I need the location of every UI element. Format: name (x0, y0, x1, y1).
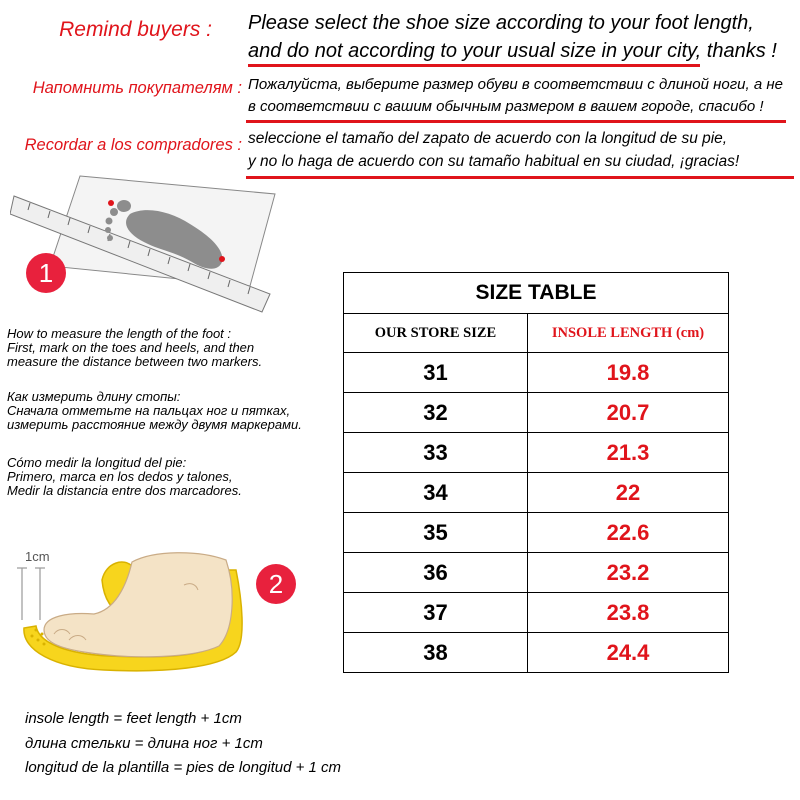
length-cell: 21.3 (528, 433, 729, 473)
size-cell: 32 (344, 393, 528, 433)
foot-on-ruler-illustration (10, 166, 280, 316)
size-cell: 37 (344, 593, 528, 633)
table-row (344, 633, 729, 673)
underline-ru (246, 120, 786, 123)
heel-marker-icon (219, 256, 225, 262)
remind-text-en-line2: and do not according to your usual size in your city, thanks ! (248, 40, 777, 62)
size-cell: 35 (344, 513, 528, 553)
length-cell: 24.4 (528, 633, 729, 673)
measure-instructions-en (7, 327, 262, 369)
header-store-size: OUR STORE SIZE (344, 314, 528, 353)
measure-title-es: Cómo medir la longitud del pie: (7, 455, 187, 470)
size-table-title: SIZE TABLE (344, 273, 729, 314)
table-row (344, 473, 729, 513)
size-cell: 38 (344, 633, 528, 673)
toe-marker-icon (108, 200, 114, 206)
size-cell: 34 (344, 473, 528, 513)
measure-instructions-es (7, 456, 242, 498)
table-row (344, 553, 729, 593)
underline-es (246, 176, 794, 179)
foot-icon (44, 553, 232, 657)
length-cell: 20.7 (528, 393, 729, 433)
formula-ru: длина стельки = длина ног + 1cm (25, 735, 263, 752)
length-cell: 19.8 (528, 353, 729, 393)
table-row (344, 513, 729, 553)
header-insole-length: INSOLE LENGTH (cm) (528, 314, 729, 353)
size-cell: 36 (344, 553, 528, 593)
measure-line-es-2: Medir la distancia entre dos marcadores. (7, 483, 242, 498)
length-cell: 22 (528, 473, 729, 513)
size-cell: 33 (344, 433, 528, 473)
measure-line-es-1: Primero, marca en los dedos y talones, (7, 469, 233, 484)
underline-en (248, 64, 700, 67)
length-cell: 22.6 (528, 513, 729, 553)
measure-line-ru-2: измерить расстояние между двумя маркерами. (7, 417, 302, 432)
foot-in-shoe-illustration (14, 540, 254, 685)
gap-1cm-label: 1cm (25, 549, 50, 564)
remind-text-en-line1: Please select the shoe size according to your foot length, (248, 12, 754, 34)
step-1-badge: 1 (26, 253, 66, 293)
remind-text-ru-line2: в соответствии с вашим обычным размером в вашем городе, спасибо ! (248, 98, 764, 115)
measure-title-en: How to measure the length of the foot : (7, 326, 232, 341)
table-row (344, 393, 729, 433)
gap-bracket-icon (17, 568, 45, 620)
measure-instructions-ru (7, 390, 302, 432)
size-table (343, 272, 729, 673)
size-cell: 31 (344, 353, 528, 393)
length-cell: 23.8 (528, 593, 729, 633)
remind-label-ru: Напомнить покупателям : (32, 79, 242, 97)
table-row (344, 433, 729, 473)
measure-line-en-1: First, mark on the toes and heels, and then (7, 340, 255, 355)
formula-en: insole length = feet length + 1cm (25, 710, 242, 727)
remind-label-en: Remind buyers : (59, 18, 212, 41)
table-row (344, 593, 729, 633)
remind-text-ru-line1: Пожалуйста, выберите размер обуви в соответствии с длиной ноги, а не (248, 76, 783, 93)
length-cell: 23.2 (528, 553, 729, 593)
remind-text-es-line2: y no lo haga de acuerdo con su tamaño habitual en su ciudad, ¡gracias! (248, 153, 740, 170)
measure-title-ru: Как измерить длину стопы: (7, 389, 181, 404)
remind-label-es: Recordar a los compradores : (24, 136, 242, 154)
step-2-badge: 2 (256, 564, 296, 604)
remind-text-es-line1: seleccione el tamaño del zapato de acuerdo con la longitud de su pie, (248, 130, 728, 147)
table-row (344, 353, 729, 393)
formula-es: longitud de la plantilla = pies de longitud + 1 cm (25, 759, 342, 776)
measure-line-ru-1: Сначала отметьте на пальцах ног и пятках, (7, 403, 291, 418)
measure-line-en-2: measure the distance between two markers. (7, 354, 263, 369)
